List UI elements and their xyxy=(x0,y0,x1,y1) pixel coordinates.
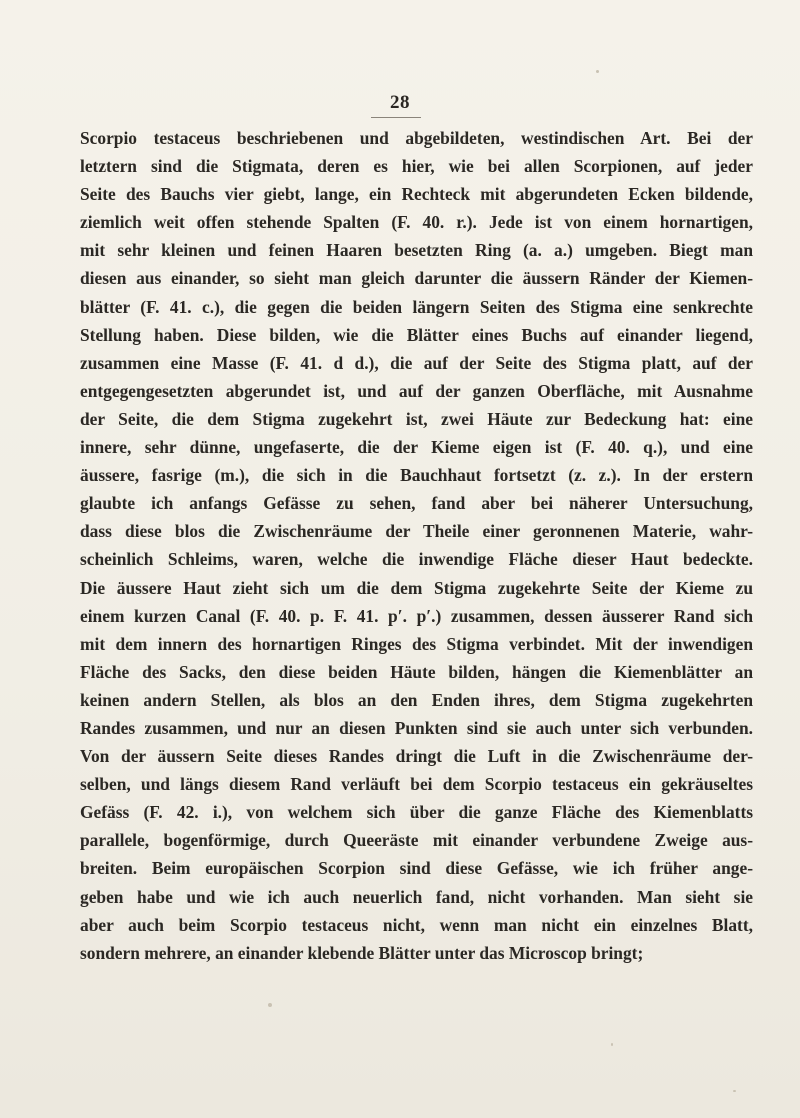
paper-speck xyxy=(268,1003,272,1007)
text-line: diesen aus einander, so sieht man gleich darunter die äussern Ränder der Kiemen- xyxy=(80,268,753,289)
text-line: Von der äussern Seite dieses Randes dringt die Luft in die Zwischenräume der- xyxy=(80,746,753,767)
text-line: sondern mehrere, an einander klebende Blätter unter das Microscop bringt; xyxy=(80,942,644,963)
page-number: 28 xyxy=(390,92,410,113)
body-text xyxy=(80,124,753,967)
paper-speck xyxy=(596,70,599,73)
paper-speck xyxy=(611,1043,613,1046)
text-line: breiten. Beim europäischen Scorpion sind diese Gefässe, wie ich früher ange- xyxy=(80,858,753,879)
text-line: Die äussere Haut zieht sich um die dem Stigma zugekehrte Seite der Kieme zu xyxy=(80,577,753,598)
text-line: Scorpio testaceus beschriebenen und abgebildeten, westindischen Art. Bei der xyxy=(80,128,753,148)
text-line: blätter (F. 41. c.), die gegen die beiden längern Seiten des Stigma eine senkrechte xyxy=(80,296,753,317)
text-line: letztern sind die Stigmata, deren es hier, wie bei allen Scorpionen, auf jeder xyxy=(80,156,753,177)
page-number-rule xyxy=(371,117,421,118)
text-line: geben habe und wie ich auch neuerlich fand, nicht vorhanden. Man sieht sie xyxy=(80,886,753,907)
text-line: Gefäss (F. 42. i.), von welchem sich über die ganze Fläche des Kiemenblatts xyxy=(80,802,753,823)
text-line: Randes zusammen, und nur an diesen Punkten sind sie auch unter sich verbunden. xyxy=(80,717,753,738)
text-line: zusammen eine Masse (F. 41. d d.), die auf der Seite des Stigma platt, auf der xyxy=(80,352,753,373)
text-line: scheinlich Schleims, waren, welche die inwendige Fläche dieser Haut bedeckte. xyxy=(80,549,753,570)
text-line: Seite des Bauchs vier giebt, lange, ein Rechteck mit abgerundeten Ecken bildende, xyxy=(80,184,753,205)
text-line: entgegengesetzten abgerundet ist, und auf der ganzen Oberfläche, mit Ausnahme xyxy=(80,380,753,401)
text-line: einem kurzen Canal (F. 40. p. F. 41. p′. p′.) zusammen, dessen äusserer Rand sich xyxy=(80,605,753,626)
text-line: selben, und längs diesem Rand verläuft bei dem Scorpio testaceus ein gekräuseltes xyxy=(80,774,753,795)
text-line: äussere, fasrige (m.), die sich in die Bauchhaut fortsetzt (z. z.). In der erstern xyxy=(80,465,753,486)
text-line: parallele, bogenförmige, durch Queeräste mit einander verbundene Zweige aus- xyxy=(80,830,753,851)
paper-speck xyxy=(733,1090,736,1092)
text-line: aber auch beim Scorpio testaceus nicht, wenn man nicht ein einzelnes Blatt, xyxy=(80,914,753,935)
text-line: mit dem innern des hornartigen Ringes des Stigma verbindet. Mit der inwendigen xyxy=(80,633,753,654)
text-line: innere, sehr dünne, ungefaserte, die der Kieme eigen ist (F. 40. q.), und eine xyxy=(80,437,753,458)
text-line: Fläche des Sacks, den diese beiden Häute bilden, hängen die Kiemenblätter an xyxy=(80,661,753,682)
text-line: Stellung haben. Diese bilden, wie die Blätter eines Buchs auf einander liegend, xyxy=(80,324,753,345)
text-line: der Seite, die dem Stigma zugekehrt ist, zwei Häute zur Bedeckung hat: eine xyxy=(80,408,753,429)
text-line: glaubte ich anfangs Gefässe zu sehen, fand aber bei näherer Untersuchung, xyxy=(80,493,753,514)
text-line: ziemlich weit offen stehende Spalten (F. 40. r.). Jede ist von einem hornartigen, xyxy=(80,212,753,233)
text-line: dass diese blos die Zwischenräume der Theile einer geronnenen Materie, wahr- xyxy=(80,521,753,542)
text-line: keinen andern Stellen, als blos an den Enden ihres, dem Stigma zugekehrten xyxy=(80,689,753,710)
text-line: mit sehr kleinen und feinen Haaren besetzten Ring (a. a.) umgeben. Biegt man xyxy=(80,240,753,261)
